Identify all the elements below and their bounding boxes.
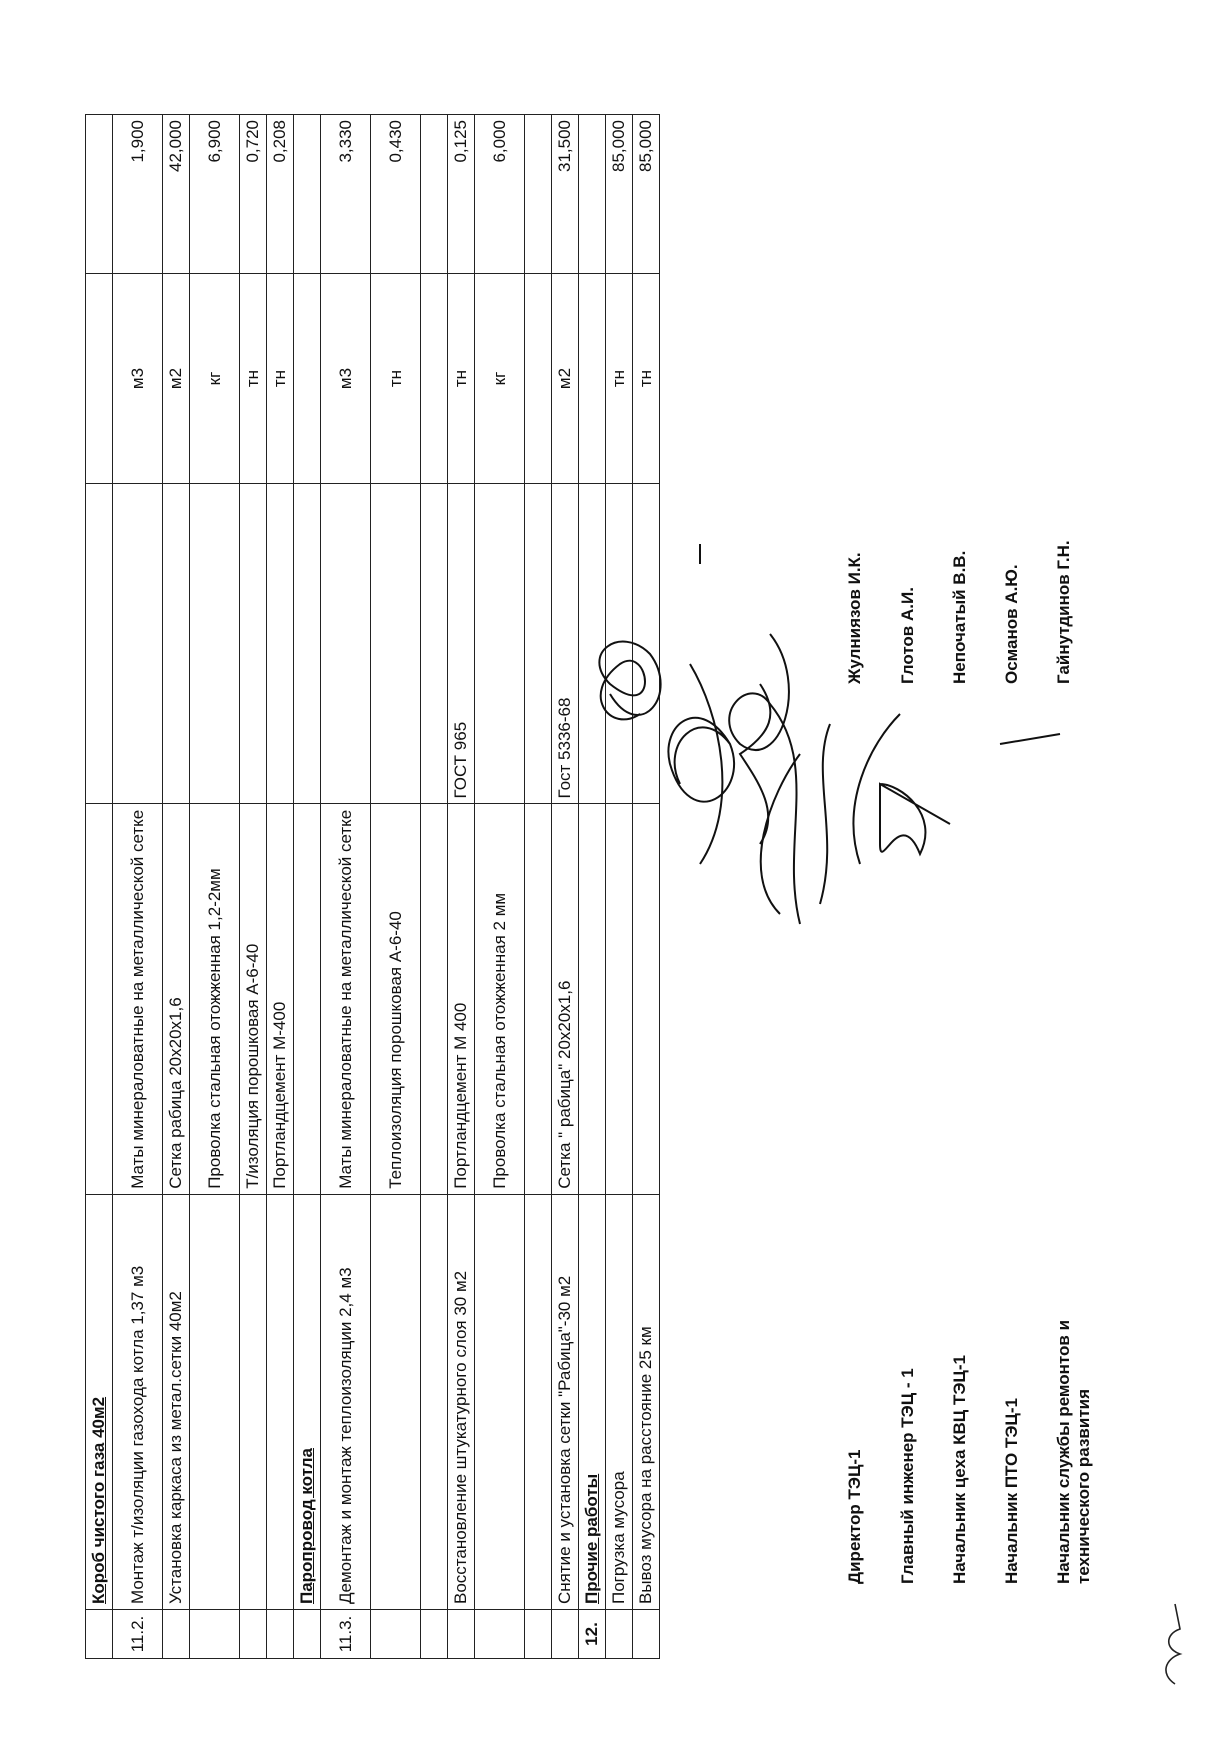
work-name: Снятие и установка сетки "Рабица"-30 м2 [552,1194,579,1609]
signature-name: Гайнутдинов Г.Н. [1054,540,1073,684]
unit-cell: тн [371,273,421,483]
unit-cell: кг [475,273,525,483]
work-name: Паропровод котла [294,1194,321,1609]
quantity-cell: 42,000 [163,115,190,274]
quantity-cell: 85,000 [606,115,633,274]
work-name: Установка каркаса из метал.сетки 40м2 [163,1194,190,1609]
signature-name: Глотов А.И. [898,587,917,684]
quantity-cell: 31,500 [552,115,579,274]
quantity-cell: 6,900 [190,115,240,274]
material-name: Портландцемент М-400 [267,804,294,1194]
signature-name: Непочатый В.В. [950,550,969,684]
material-name: Сетка " рабица" 20х20х1,6 [552,804,579,1194]
unit-cell: м3 [113,273,163,483]
unit-cell: кг [190,273,240,483]
material-name: Проволка стальная отожженная 1,2-2мм [190,804,240,1194]
material-name: Портландцемент М 400 [448,804,475,1194]
signature-role: Главный инженер ТЭЦ - 1 [898,1368,917,1584]
work-name: Короб чистого газа 40м2 [86,1194,113,1609]
signature-name: Жулниязов И.К. [845,552,864,684]
work-name: Восстановление штукатурного слоя 30 м2 [448,1194,475,1609]
work-name: Демонтаж и монтаж теплоизоляции 2,4 м3 [321,1194,371,1609]
row-number: 11.2. [113,1610,163,1659]
quantity-cell: 0,125 [448,115,475,274]
quantity-cell: 0,208 [267,115,294,274]
work-name: Монтаж т/изоляции газохода котла 1,37 м3 [113,1194,163,1609]
unit-cell: тн [240,273,267,483]
material-name: Т/изоляция порошковая А-6-40 [240,804,267,1194]
unit-cell: тн [267,273,294,483]
quantity-cell: 0,430 [371,115,421,274]
gost-cell: ГОСТ 965 [448,484,475,804]
unit-cell: тн [633,273,660,483]
quantity-cell: 6,000 [475,115,525,274]
signature-role: Начальник ПТО ТЭЦ-1 [1002,1398,1021,1584]
quantity-cell: 85,000 [633,115,660,274]
material-name: Маты минераловатные на металлической сетке [321,804,371,1194]
quantity-cell: 0,720 [240,115,267,274]
signature-role: Начальник цеха КВЦ ТЭЦ-1 [950,1355,969,1584]
signature-role: Директор ТЭЦ-1 [845,1449,864,1584]
quantity-cell: 3,330 [321,115,371,274]
signature-name: Османов А.Ю. [1002,564,1021,684]
material-name: Проволка стальная отожженная 2 мм [475,804,525,1194]
work-name: Погрузка мусора [606,1194,633,1609]
material-name: Теплоизоляция порошковая А-6-40 [371,804,421,1194]
material-name: Маты минераловатные на металлической сетке [113,804,163,1194]
work-name: Прочие работы [579,1194,606,1609]
material-name: Сетка рабица 20х20х1,6 [163,804,190,1194]
unit-cell: м3 [321,273,371,483]
unit-cell: м2 [552,273,579,483]
unit-cell: м2 [163,273,190,483]
row-number: 12. [579,1610,606,1659]
signature-role: Начальник службы ремонтов и технического развития [1054,1319,1093,1584]
unit-cell: тн [606,273,633,483]
row-number: 11.3. [321,1610,371,1659]
gost-cell: Гост 5336-68 [552,484,579,804]
quantity-cell: 1,900 [113,115,163,274]
unit-cell: тн [448,273,475,483]
work-name: Вывоз мусора на расстояние 25 км [633,1194,660,1609]
